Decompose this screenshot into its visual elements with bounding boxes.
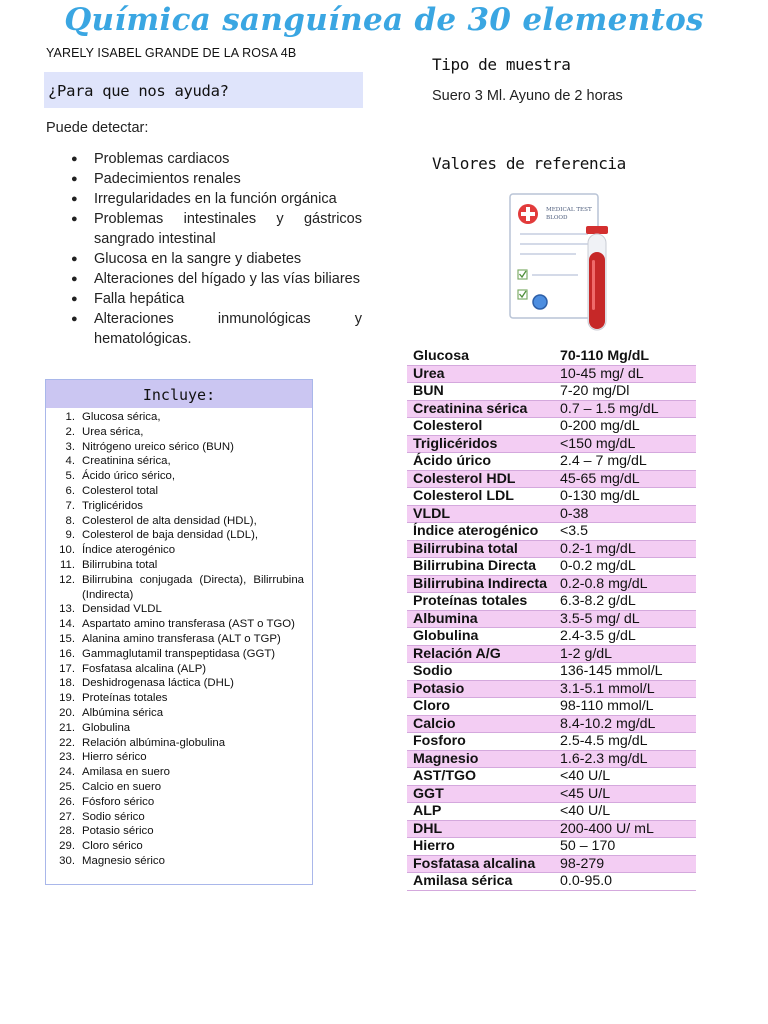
list-number: 23. (59, 751, 75, 764)
table-cell-value: 0.0-95.0 (554, 873, 696, 891)
table-row (407, 785, 696, 803)
list-item (46, 543, 304, 558)
table-row (407, 645, 696, 663)
incluye-box (45, 379, 313, 885)
list-item: ● Alteraciones inmunológicas y hematológicas. (71, 311, 362, 347)
table-row (407, 698, 696, 716)
list-item (46, 854, 304, 869)
list-item: ● Problemas cardiacos (71, 151, 230, 167)
list-item (46, 691, 304, 706)
table-cell-test: Potasio (407, 680, 554, 698)
list-item (46, 558, 304, 573)
table-cell-test: Magnesio (407, 750, 554, 768)
table-cell-value: 8.4-10.2 mg/dL (554, 715, 696, 733)
list-text: Gammaglutamil transpeptidasa (GGT) (82, 647, 276, 660)
table-cell-test: AST/TGO (407, 768, 554, 786)
list-item (46, 662, 304, 677)
list-number: 8. (65, 514, 75, 527)
list-item (46, 632, 304, 647)
list-text: Globulina (82, 721, 131, 734)
list-item (46, 765, 304, 780)
table-cell-value: 1.6-2.3 mg/dL (554, 750, 696, 768)
table-cell-test: Bilirrubina Indirecta (407, 575, 554, 593)
table-row (407, 593, 696, 611)
table-cell-value: 98-110 mmol/L (554, 698, 696, 716)
list-text: Amilasa en suero (82, 766, 171, 779)
list-item (46, 647, 304, 662)
table-row (407, 663, 696, 681)
list-text: Creatinina sérica, (82, 455, 171, 468)
table-cell-value: 2.5-4.5 mg/dL (554, 733, 696, 751)
list-text: Índice aterogénico (82, 544, 176, 557)
table-cell-test: BUN (407, 383, 554, 401)
table-cell-value: 45-65 mg/dL (554, 470, 696, 488)
bullet-icon: ● (71, 173, 78, 185)
list-text: Triglicéridos (82, 499, 143, 512)
list-item (46, 469, 304, 484)
list-item (46, 795, 304, 810)
table-cell-test: Colesterol LDL (407, 488, 554, 506)
list-number: 28. (59, 825, 75, 838)
table-cell-test: Urea (407, 365, 554, 383)
list-number: 29. (59, 840, 75, 853)
table-cell-value: <150 mg/dL (554, 435, 696, 453)
list-number: 15. (59, 632, 75, 645)
list-text: Densidad VLDL (82, 603, 162, 616)
list-number: 20. (59, 706, 75, 719)
list-number: 27. (59, 810, 75, 823)
list-text: Calcio en suero (82, 780, 162, 793)
list-number: 11. (60, 558, 75, 571)
table-cell-value: 0-130 mg/dL (554, 488, 696, 506)
table-cell-test: Ácido úrico (407, 453, 554, 471)
list-text: Bilirrubina conjugada (Directa), Bilirrubina (Indirecta) (82, 573, 304, 601)
list-number: 16. (59, 647, 75, 660)
table-cell-test: VLDL (407, 505, 554, 523)
table-row (407, 435, 696, 453)
table-cell-test: Triglicéridos (407, 435, 554, 453)
list-number: 6. (65, 484, 75, 497)
table-cell-test: Colesterol HDL (407, 470, 554, 488)
table-cell-value: 6.3-8.2 g/dL (554, 593, 696, 611)
table-row (407, 855, 696, 873)
list-number: 24. (59, 766, 75, 779)
table-row (407, 768, 696, 786)
table-row (407, 453, 696, 471)
includes-list (46, 408, 312, 869)
list-item (46, 721, 304, 736)
table-cell-test: ALP (407, 803, 554, 821)
table-cell-value: 3.5-5 mg/ dL (554, 610, 696, 628)
table-cell-test: Glucosa (407, 348, 554, 365)
list-item (46, 736, 304, 751)
table-row (407, 470, 696, 488)
list-text: Alanina amino transferasa (ALT o TGP) (82, 632, 281, 645)
table-cell-test: Fosfatasa alcalina (407, 855, 554, 873)
table-cell-test: GGT (407, 785, 554, 803)
table-cell-test: Hierro (407, 838, 554, 856)
valores-heading: Valores de referencia (432, 154, 626, 173)
bullet-icon: ● (71, 193, 78, 205)
list-number: 17. (59, 662, 75, 675)
list-number: 3. (65, 440, 75, 453)
list-text: Nitrógeno ureico sérico (BUN) (82, 440, 234, 453)
table-row (407, 523, 696, 541)
table-cell-value: <45 U/L (554, 785, 696, 803)
list-number: 25. (59, 780, 75, 793)
list-number: 7. (65, 499, 75, 512)
list-item (46, 602, 304, 617)
incluye-heading: Incluye: (46, 380, 312, 408)
list-number: 9. (65, 529, 75, 542)
table-row (407, 383, 696, 401)
list-item (46, 810, 304, 825)
table-row (407, 540, 696, 558)
list-number: 4. (65, 455, 75, 468)
table-cell-test: Bilirrubina Directa (407, 558, 554, 576)
table-cell-test: Índice aterogénico (407, 523, 554, 541)
list-item: ● Glucosa en la sangre y diabetes (71, 251, 302, 267)
table-cell-test: Globulina (407, 628, 554, 646)
table-cell-value: 50 – 170 (554, 838, 696, 856)
table-cell-value: 98-279 (554, 855, 696, 873)
table-cell-value: 200-400 U/ mL (554, 820, 696, 838)
bullet-icon: ● (71, 213, 78, 225)
table-cell-value: <40 U/L (554, 768, 696, 786)
list-item (46, 617, 304, 632)
table-cell-test: Calcio (407, 715, 554, 733)
list-item (46, 824, 304, 839)
list-number: 1. (65, 411, 75, 423)
table-cell-test: Creatinina sérica (407, 400, 554, 418)
list-item (46, 484, 304, 499)
list-text: Fósforo sérico (82, 795, 155, 808)
list-number: 22. (59, 736, 75, 749)
bullet-icon: ● (71, 273, 78, 285)
list-number: 18. (59, 677, 75, 690)
list-number: 5. (65, 470, 75, 483)
list-text: Cloro sérico (82, 840, 143, 853)
tipo-muestra-value: Suero 3 Ml. Ayuno de 2 horas (432, 88, 623, 104)
problems-list (46, 149, 362, 349)
table-row (407, 348, 696, 365)
list-text: Fosfatasa alcalina (ALP) (82, 662, 207, 675)
list-text: Urea sérica, (82, 425, 144, 438)
svg-text:BLOOD: BLOOD (546, 215, 568, 221)
table-row (407, 628, 696, 646)
list-number: 21. (59, 721, 75, 734)
list-text: Colesterol de alta densidad (HDL), (82, 514, 257, 527)
list-item (46, 780, 304, 795)
bullet-icon: ● (71, 153, 78, 165)
list-item: ● Padecimientos renales (71, 171, 241, 187)
list-text: Potasio sérico (82, 825, 154, 838)
tipo-muestra-heading: Tipo de muestra (432, 55, 571, 74)
table-row (407, 838, 696, 856)
list-text: Deshidrogenasa láctica (DHL) (82, 677, 234, 690)
list-item (46, 499, 304, 514)
list-number: 14. (59, 618, 75, 631)
list-number: 26. (59, 795, 75, 808)
table-cell-value: 1-2 g/dL (554, 645, 696, 663)
medical-test-blood-icon (506, 190, 616, 340)
table-row (407, 610, 696, 628)
list-text: Albúmina sérica (82, 706, 164, 719)
list-item (46, 440, 304, 455)
table-cell-test: Cloro (407, 698, 554, 716)
table-cell-value: 0.2-0.8 mg/dL (554, 575, 696, 593)
table-cell-value: 7-20 mg/Dl (554, 383, 696, 401)
table-row (407, 505, 696, 523)
table-cell-test: Albumina (407, 610, 554, 628)
list-text: Glucosa sérica, (82, 411, 161, 423)
table-cell-value: 136-145 mmol/L (554, 663, 696, 681)
table-cell-test: Amilasa sérica (407, 873, 554, 891)
list-text: Sodio sérico (82, 810, 145, 823)
table-row (407, 488, 696, 506)
list-text: Ácido úrico sérico, (82, 470, 176, 483)
table-row (407, 418, 696, 436)
bullet-icon: ● (71, 313, 78, 325)
table-cell-value: <3.5 (554, 523, 696, 541)
bullet-icon: ● (71, 293, 78, 305)
table-cell-value: 0-200 mg/dL (554, 418, 696, 436)
table-row (407, 803, 696, 821)
table-row (407, 575, 696, 593)
list-number: 30. (59, 854, 75, 867)
list-text: Hierro sérico (82, 751, 147, 764)
table-row (407, 558, 696, 576)
list-item (46, 750, 304, 765)
reference-table (407, 348, 696, 891)
table-row (407, 750, 696, 768)
table-cell-value: 3.1-5.1 mmol/L (554, 680, 696, 698)
list-item: ● Irregularidades en la función orgánica (71, 191, 337, 207)
table-row (407, 680, 696, 698)
list-number: 13. (59, 603, 75, 616)
list-number: 12. (59, 573, 75, 586)
table-cell-value: 0-38 (554, 505, 696, 523)
list-item: ● Alteraciones del hígado y las vías biliares (71, 271, 360, 287)
table-cell-test: DHL (407, 820, 554, 838)
table-cell-value: 10-45 mg/ dL (554, 365, 696, 383)
table-cell-test: Relación A/G (407, 645, 554, 663)
ayuda-heading-box (44, 72, 363, 108)
list-item (46, 410, 304, 425)
page-title: Química sanguínea de 30 elementos (64, 2, 704, 38)
table-cell-value: 2.4-3.5 g/dL (554, 628, 696, 646)
list-number: 10. (59, 544, 75, 557)
list-text: Proteínas totales (82, 692, 168, 705)
table-cell-test: Proteínas totales (407, 593, 554, 611)
list-text: Bilirrubina total (82, 558, 158, 571)
table-cell-value: 0.7 – 1.5 mg/dL (554, 400, 696, 418)
list-item: ● Falla hepática (71, 291, 185, 307)
table-row (407, 873, 696, 891)
table-cell-value: <40 U/L (554, 803, 696, 821)
detect-intro: Puede detectar: (46, 120, 149, 136)
list-number: 19. (59, 692, 75, 705)
table-row (407, 733, 696, 751)
list-text: Magnesio sérico (82, 854, 165, 867)
list-item (46, 528, 304, 543)
table-cell-test: Colesterol (407, 418, 554, 436)
list-number: 2. (65, 425, 75, 438)
author-line: YARELY ISABEL GRANDE DE LA ROSA 4B (46, 46, 297, 60)
table-cell-value: 0.2-1 mg/dL (554, 540, 696, 558)
table-cell-test: Bilirrubina total (407, 540, 554, 558)
list-text: Colesterol de baja densidad (LDL), (82, 529, 259, 542)
list-item (46, 573, 304, 603)
table-row (407, 820, 696, 838)
table-row (407, 365, 696, 383)
list-text: Aspartato amino transferasa (AST o TGO) (82, 618, 295, 631)
table-row (407, 400, 696, 418)
ayuda-heading: ¿Para que nos ayuda? (48, 82, 229, 100)
table-cell-test: Fosforo (407, 733, 554, 751)
table-cell-value: 70-110 Mg/dL (554, 348, 696, 365)
table-row (407, 715, 696, 733)
list-text: Relación albúmina-globulina (82, 736, 226, 749)
list-item (46, 706, 304, 721)
list-item (46, 454, 304, 469)
bullet-icon: ● (71, 253, 78, 265)
list-item (46, 676, 304, 691)
list-item (46, 839, 304, 854)
list-item: ● Problemas intestinales y gástricos sangrado intestinal (71, 211, 362, 247)
list-item (46, 514, 304, 529)
list-item (46, 425, 304, 440)
svg-text:MEDICAL TEST: MEDICAL TEST (546, 207, 592, 213)
list-text: Colesterol total (82, 484, 158, 497)
table-cell-value: 2.4 – 7 mg/dL (554, 453, 696, 471)
table-cell-value: 0-0.2 mg/dL (554, 558, 696, 576)
table-cell-test: Sodio (407, 663, 554, 681)
